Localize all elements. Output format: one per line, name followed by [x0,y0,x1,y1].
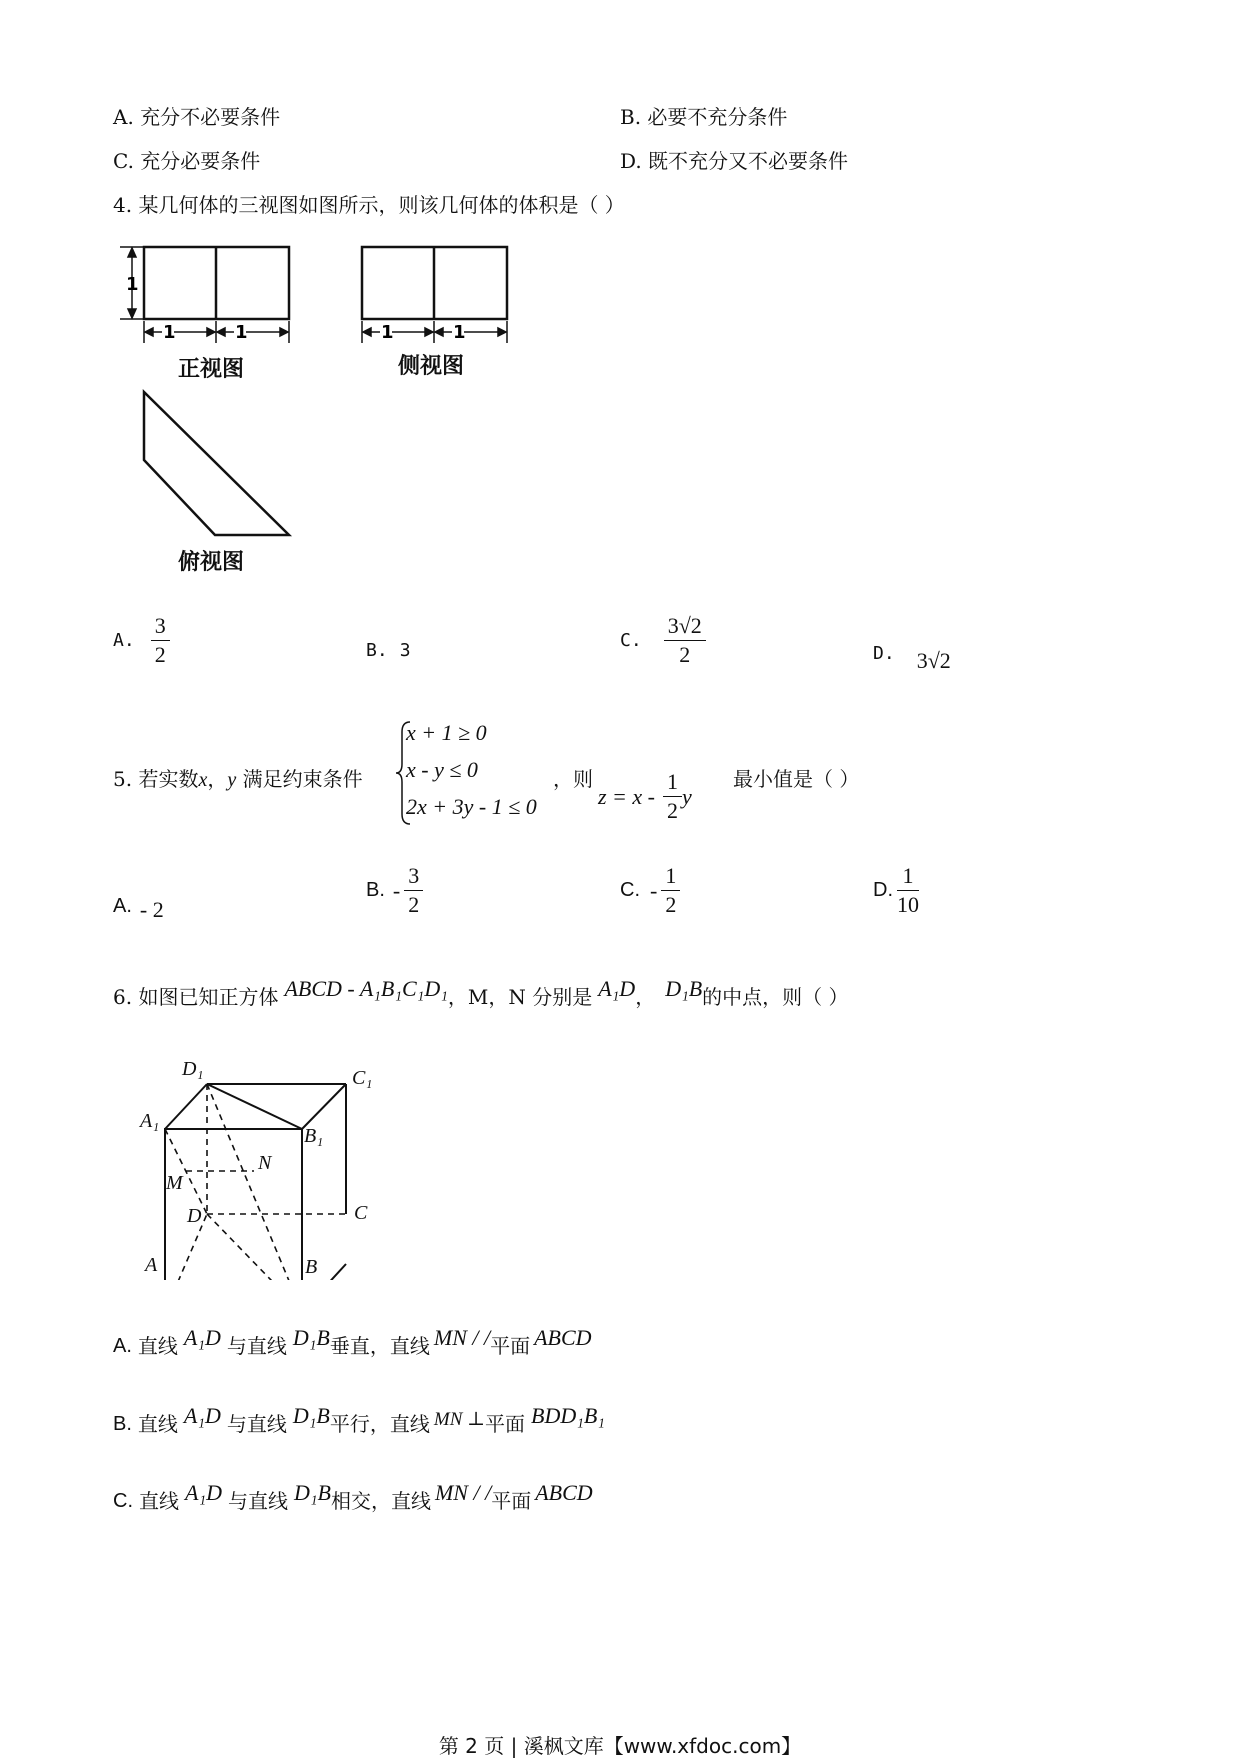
text: 直线 [137,1412,178,1436]
q4-option-a [113,612,170,669]
q6-option-b-label: B. [113,1413,132,1435]
denominator: 2 [154,642,166,667]
vertex-d: D [187,1205,202,1227]
numerator: 1 [661,862,680,891]
q4-option-a-label: A. [113,630,135,651]
denominator: 2 [665,892,677,917]
q4-option-d-label: D. [873,642,895,664]
top-view [144,392,289,535]
text: 与直线 [226,1334,287,1358]
constraint-3: 2x + 3y - 1 ≤ 0 [406,794,537,819]
numerator: 1 [663,768,682,797]
text: 平面 [490,1334,531,1358]
relation: MN / / [433,1325,491,1350]
q4-option-c [620,612,706,669]
denominator: 2 [667,798,678,823]
numerator: 3 [151,612,170,641]
q5-option-c [620,862,680,919]
denominator: 2 [408,892,420,917]
text: 直线 [139,1489,179,1513]
front-view-label: 正视图 [178,357,245,382]
var-x: x [198,769,208,791]
objective-function [598,768,692,825]
denominator: 2 [679,642,691,667]
segment-a1d: A₁D [185,1480,222,1505]
q4-option-d-value: 3√2 [916,648,951,673]
q5-option-b-fraction [404,862,423,919]
q3-option-b: B. 必要不充分条件 [620,105,788,129]
vertex-b: B [305,1256,318,1278]
q6-option-a [113,1325,592,1359]
constraint-2: x - y ≤ 0 [406,757,478,782]
objective-var: y [682,783,692,809]
q5-stem-prefix: 5. 若实数 [113,767,199,791]
q6-stem [113,976,849,1010]
text: 平面 [491,1489,532,1513]
relation: MN ⊥ [433,1409,485,1430]
constraint-1: x + 1 ≥ 0 [406,720,487,745]
segment-a1d: A₁D [183,1325,221,1350]
three-view-figure [110,235,530,585]
q5-option-c-label: C. [620,879,640,901]
numerator: 3√2 [664,612,706,641]
q5-option-a [113,893,164,922]
side-width-label-2: 1 [453,322,466,343]
q5-option-c-fraction [661,862,680,919]
q6-option-a-label: A. [113,1335,132,1357]
segment-d1b: D₁B [292,1403,330,1428]
q5-option-c-sign: - [650,877,658,903]
front-height-label: 1 [126,274,139,295]
q3-option-a: A. 充分不必要条件 [113,105,281,129]
denominator: 10 [897,892,919,917]
text: 直线 [137,1334,178,1358]
q3-option-d: D. 既不充分又不必要条件 [620,149,849,173]
q4-option-b-value: 3 [399,640,411,661]
q4-option-c-fraction [664,612,706,669]
segment-d1b: D₁B [293,1480,331,1505]
segment-d1b: D₁B [665,976,703,1001]
q5-option-d [873,862,919,919]
q6-option-b [113,1403,605,1437]
side-view-label: 侧视图 [398,354,465,379]
q5-stem-mid: 满足约束条件 [236,767,363,791]
segment-a1d: A₁D [183,1403,221,1428]
vertex-b1: B₁ [304,1125,324,1147]
q4-option-b-label: B. [366,640,388,661]
page-footer: 第 2 页 | 溪枫文库【www.xfdoc.com】 [438,1734,802,1758]
q5-option-d-fraction [897,862,919,919]
vertex-c: C [354,1202,368,1224]
relation: MN / / [434,1480,492,1505]
q5-option-b [366,862,423,919]
q4-stem: 4. 某几何体的三视图如图所示，则该几何体的体积是（ ） [113,193,625,217]
vertex-d1: D₁ [182,1058,204,1080]
q5-option-d-label: D. [873,879,893,901]
side-width-label-1: 1 [381,322,394,343]
q5-option-a-label: A. [113,894,132,917]
q5-option-a-value: - 2 [139,897,164,922]
vertex-a: A [145,1254,158,1276]
front-width-label-2: 1 [235,322,248,343]
plane-name: ABCD [535,1480,593,1505]
var-y: y [227,769,237,791]
vertex-a1: A₁ [140,1110,160,1132]
comma: ， [207,767,228,791]
vertex-c1: C₁ [352,1067,373,1089]
cube-hidden-edges [165,1084,346,1280]
q5-option-b-label: B. [366,879,385,901]
point-n: N [258,1152,272,1174]
text: 垂直，直线 [329,1334,430,1358]
text: 与直线 [227,1489,288,1513]
q6-option-c-label: C. [113,1490,133,1512]
numerator: 3 [404,862,423,891]
q4-option-c-label: C. [620,630,642,651]
q5-option-b-sign: - [392,877,401,903]
q6-stem-prefix: 6. 如图已知正方体 [113,985,279,1009]
text: 相交，直线 [330,1489,431,1513]
q6-stem-end: 的中点，则（ ） [702,985,849,1009]
text: 平行，直线 [329,1412,430,1436]
q5-then: ，则 [553,767,593,791]
cube-name: ABCD - A₁B₁C₁D₁ [284,976,448,1001]
comma: ， [635,985,656,1009]
q5-stem-start [113,766,363,793]
segment-d1b: D₁B [292,1325,330,1350]
q6-option-c [113,1480,593,1514]
q4-option-d [873,640,951,673]
text: 与直线 [226,1412,287,1436]
objective-fraction [663,768,682,825]
q4-option-a-fraction [151,612,170,669]
side-view [362,247,507,319]
plane-name: ABCD [534,1325,592,1350]
front-view [144,247,289,319]
q4-option-b [366,640,411,661]
q5-stem-end: 最小值是（ ） [733,767,860,791]
plane-name: BDD₁B₁ [531,1403,605,1428]
q6-stem-mid: ，M，N 分别是 [447,985,593,1009]
numerator: 1 [897,862,919,891]
top-view-label: 俯视图 [178,550,245,575]
text: 平面 [485,1412,525,1436]
objective-lhs: z = x - [598,783,655,809]
point-m: M [166,1172,183,1194]
segment-a1d: A₁D [598,976,636,1001]
q3-option-c: C. 充分必要条件 [113,149,261,173]
front-width-label-1: 1 [163,322,176,343]
